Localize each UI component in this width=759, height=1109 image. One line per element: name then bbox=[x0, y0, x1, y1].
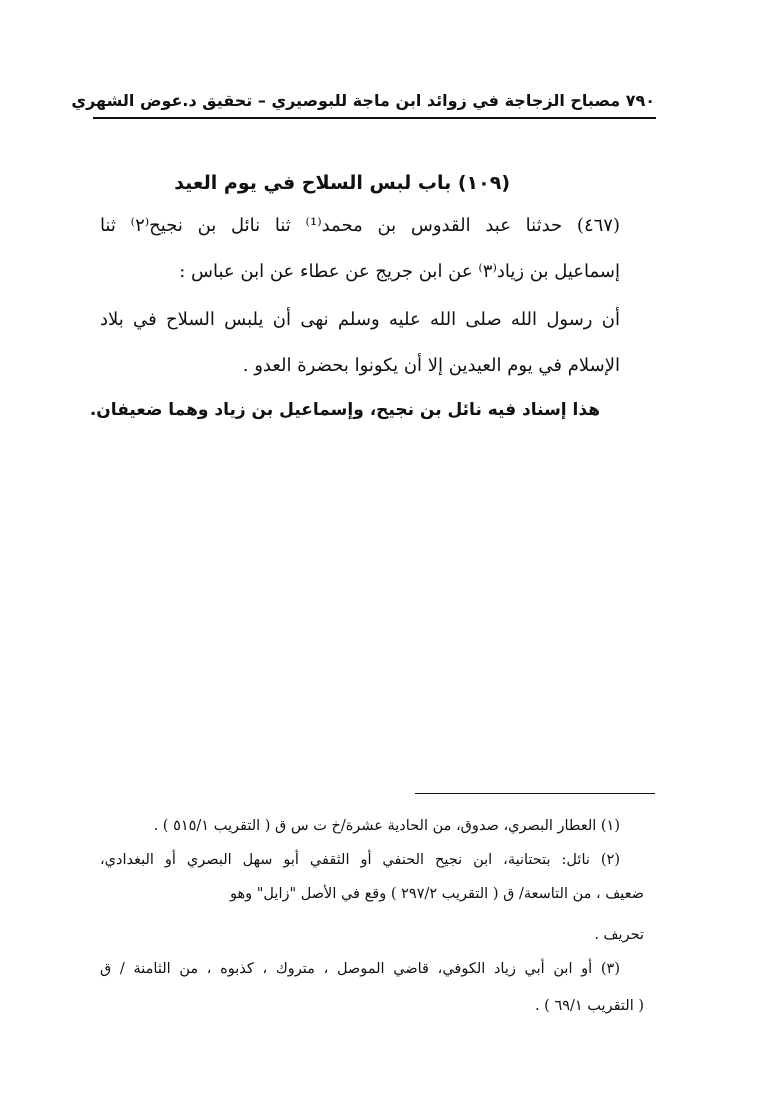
running-header: ٧٩٠ مصباح الزجاجة في زوائد ابن ماجة للبوصيري – تحقيق د.عوض الشهري bbox=[71, 91, 655, 110]
footnote-line: (٣) أو ابن أبي زياد الكوفي، قاضي الموصل ، متروك ، كذبوه ، من الثامنة / ق bbox=[100, 961, 620, 977]
footnote-line: (٢) نائل: بتحتانية، ابن نجيح الحنفي أو الثقفي أبو سهل البصري أو البغدادي، bbox=[100, 852, 620, 868]
footnote-line: تحريف . bbox=[594, 927, 644, 943]
footnote-line: ( التقريب ٦٩/١ ) . bbox=[534, 998, 644, 1014]
hadith-grade: هذا إسناد فيه نائل بن نجيح، وإسماعيل بن زياد وهما ضعيفان. bbox=[89, 400, 600, 420]
header-rule bbox=[93, 117, 656, 119]
hadith-line: إسماعيل بن زياد⁽٣⁾ عن ابن جريج عن عطاء عن ابن عباس : bbox=[179, 261, 620, 282]
footnote-line: (١) العطار البصري، صدوق، من الحادية عشرة/خ ت س ق ( التقريب ٥١٥/١ ) . bbox=[153, 818, 620, 834]
hadith-line: أن رسول الله صلى الله عليه وسلم نهى أن يلبس السلاح في بلاد bbox=[100, 309, 620, 330]
hadith-line: الإسلام في يوم العيدين إلا أن يكونوا بحضرة العدو . bbox=[242, 355, 620, 376]
footnote-line: ضعيف ، من التاسعة/ ق ( التقريب ٢٩٧/٢ ) وقع في الأصل "زايل" وهو bbox=[230, 886, 644, 902]
chapter-title: (١٠٩) باب لبس السلاح في يوم العيد bbox=[174, 172, 510, 194]
footnote-rule bbox=[415, 793, 655, 794]
hadith-line: (٤٦٧) حدثنا عبد القدوس بن محمد⁽¹⁾ ثنا نائل بن نجيح⁽٢⁾ ثنا bbox=[100, 215, 620, 236]
